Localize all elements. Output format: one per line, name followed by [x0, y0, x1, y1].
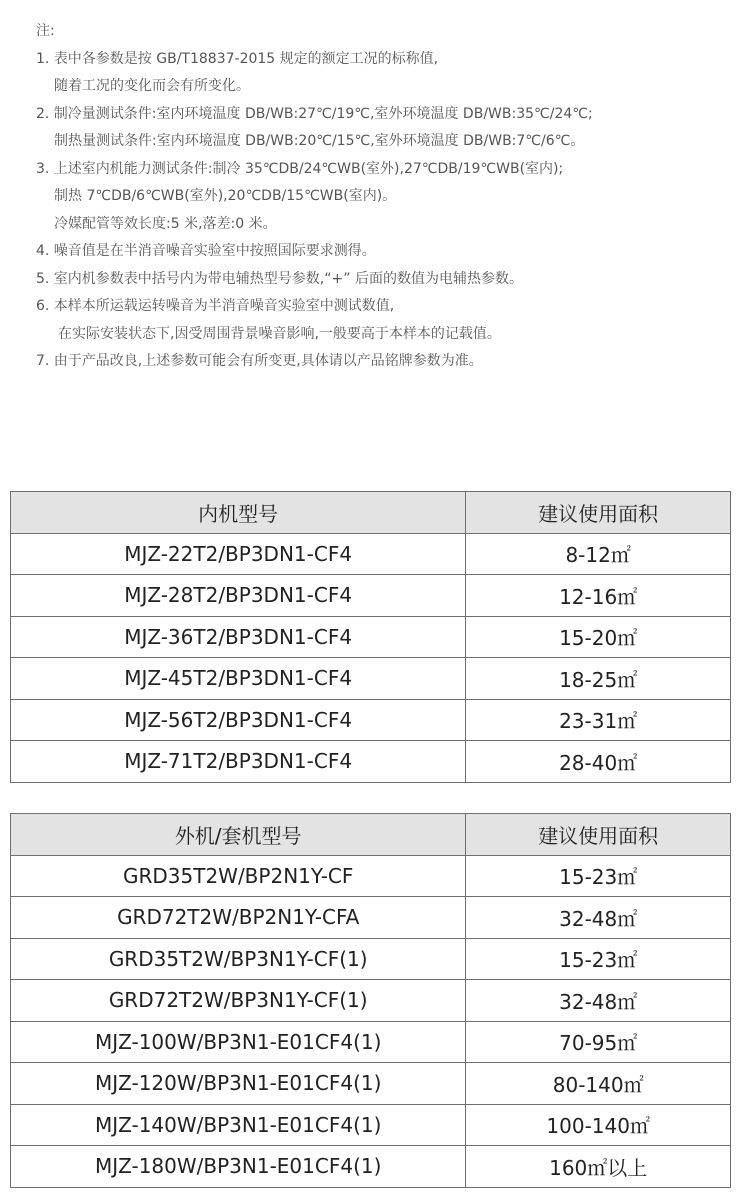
- area-cell: 28-40㎡: [466, 741, 731, 783]
- model-cell: GRD72T2W/BP3N1Y-CF(1): [11, 980, 466, 1022]
- note-4: 4. 噪音值是在半消音噪音实验室中按照国际要求测得。: [36, 243, 376, 259]
- table-row: [11, 1021, 731, 1063]
- model-cell: MJZ-36T2/BP3DN1-CF4: [11, 616, 466, 658]
- table-row: [11, 699, 731, 741]
- area-cell: 32-48㎡: [466, 980, 731, 1022]
- area-cell: 8-12㎡: [466, 533, 731, 575]
- table-row: [11, 897, 731, 939]
- area-cell: 23-31㎡: [466, 699, 731, 741]
- table-row: [11, 658, 731, 700]
- outdoor-unit-table: [10, 813, 731, 1188]
- area-cell: 70-95㎡: [466, 1021, 731, 1063]
- area-cell: 80-140㎡: [466, 1063, 731, 1105]
- table-row: [11, 855, 731, 897]
- table-row: [11, 575, 731, 617]
- area-cell: 15-23㎡: [466, 855, 731, 897]
- notes-section: [36, 18, 736, 376]
- indoor-unit-table: [10, 491, 731, 783]
- area-cell: 160㎡以上: [466, 1146, 731, 1188]
- area-cell: 12-16㎡: [466, 575, 731, 617]
- note-1: 1. 表中各参数是按 GB/T18837-2015 规定的额定工况的标称值,: [36, 50, 439, 67]
- note-7: 7. 由于产品改良,上述参数可能会有所变更,具体请以产品铭牌参数为准。: [36, 353, 483, 369]
- area-cell: 18-25㎡: [466, 658, 731, 700]
- table-row: [11, 1063, 731, 1105]
- model-cell: MJZ-22T2/BP3DN1-CF4: [11, 533, 466, 575]
- area-cell: 15-23㎡: [466, 938, 731, 980]
- model-cell: GRD35T2W/BP2N1Y-CF: [11, 855, 466, 897]
- area-cell: 15-20㎡: [466, 616, 731, 658]
- model-cell: MJZ-140W/BP3N1-E01CF4(1): [11, 1104, 466, 1146]
- area-cell: 32-48㎡: [466, 897, 731, 939]
- model-cell: GRD72T2W/BP2N1Y-CFA: [11, 897, 466, 939]
- note-2: 2. 制冷量测试条件:室内环境温度 DB/WB:27℃/19℃,室外环境温度 DB/WB:35℃/24℃;: [36, 105, 593, 122]
- model-cell: GRD35T2W/BP3N1Y-CF(1): [11, 938, 466, 980]
- table-row: [11, 741, 731, 783]
- table-row: [11, 1146, 731, 1188]
- model-cell: MJZ-45T2/BP3DN1-CF4: [11, 658, 466, 700]
- area-cell: 100-140㎡: [466, 1104, 731, 1146]
- note-5: 5. 室内机参数表中括号内为带电辅热型号参数,“+” 后面的数值为电辅热参数。: [36, 270, 523, 287]
- table-row: [11, 1104, 731, 1146]
- header-model: 外机/套机型号: [11, 814, 466, 856]
- header-area: 建议使用面积: [466, 492, 731, 534]
- model-cell: MJZ-28T2/BP3DN1-CF4: [11, 575, 466, 617]
- header-model: 内机型号: [11, 492, 466, 534]
- model-cell: MJZ-120W/BP3N1-E01CF4(1): [11, 1063, 466, 1105]
- note-3-cont-2: 冷媒配管等效长度:5 米,落差:0 米。: [54, 215, 277, 232]
- note-6: 6. 本样本所运载运转噪音为半消音噪音实验室中测试数值,: [36, 298, 395, 314]
- model-cell: MJZ-180W/BP3N1-E01CF4(1): [11, 1146, 466, 1188]
- note-6-cont: 在实际安装状态下,因受周围背景噪音影响,一般要高于本样本的记载值。: [58, 325, 501, 342]
- model-cell: MJZ-56T2/BP3DN1-CF4: [11, 699, 466, 741]
- table-header-row: [11, 492, 731, 534]
- note-3-cont: 制热 7℃DB/6℃WB(室外),20℃DB/15℃WB(室内)。: [54, 188, 397, 204]
- table-row: [11, 980, 731, 1022]
- table-row: [11, 616, 731, 658]
- note-2-cont: 制热量测试条件:室内环境温度 DB/WB:20℃/15℃,室外环境温度 DB/WB:7℃/6℃。: [54, 133, 585, 149]
- note-3: 3. 上述室内机能力测试条件:制冷 35℃DB/24℃WB(室外),27℃DB/19℃WB(室内);: [36, 160, 564, 177]
- table-row: [11, 533, 731, 575]
- table-row: [11, 938, 731, 980]
- header-area: 建议使用面积: [466, 814, 731, 856]
- notes-title: 注:: [36, 23, 55, 39]
- note-1-cont: 随着工况的变化而会有所变化。: [54, 78, 250, 94]
- table-header-row: [11, 814, 731, 856]
- model-cell: MJZ-100W/BP3N1-E01CF4(1): [11, 1021, 466, 1063]
- model-cell: MJZ-71T2/BP3DN1-CF4: [11, 741, 466, 783]
